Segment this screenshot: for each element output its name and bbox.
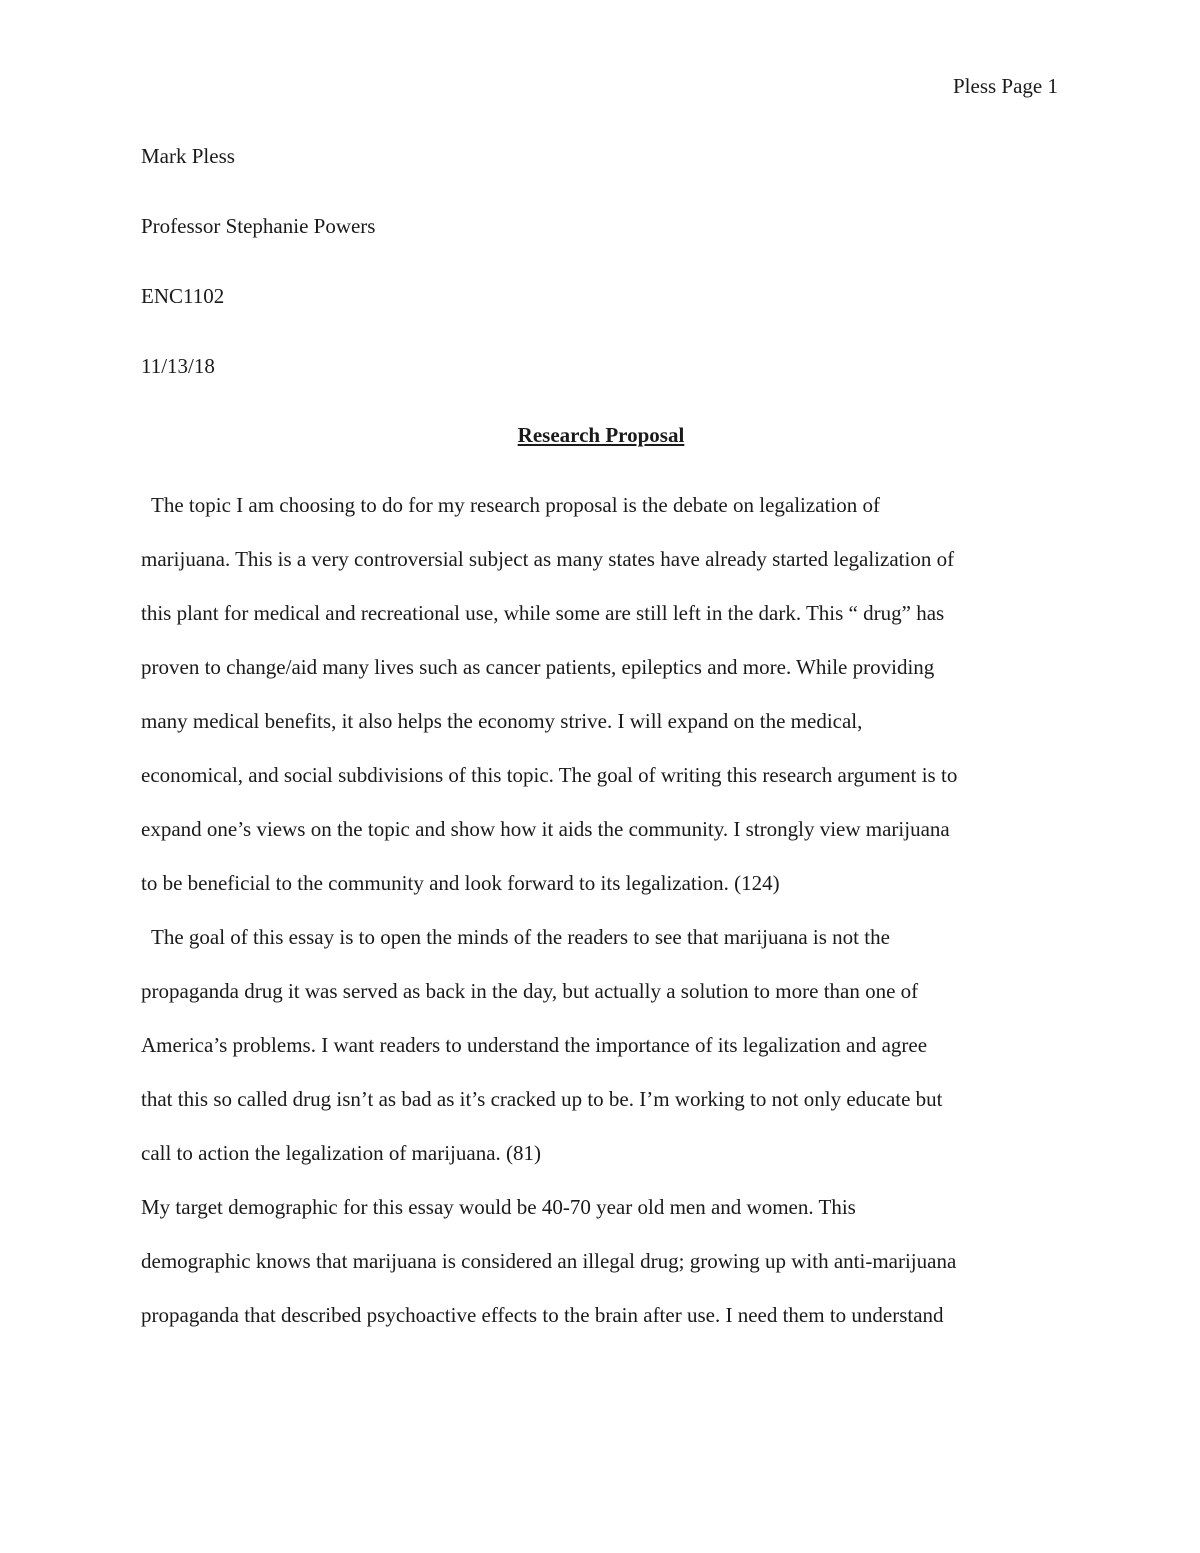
course-code: ENC1102 <box>141 284 225 308</box>
running-head: Pless Page 1 <box>953 74 1058 98</box>
document-title: Research Proposal <box>517 423 685 447</box>
heading-block <box>141 142 1061 422</box>
professor-name: Professor Stephanie Powers <box>141 214 376 238</box>
paragraph-2-line: call to action the legalization of marijuana. (81) <box>141 1141 542 1165</box>
document-body <box>141 491 1071 1355</box>
paragraph-3-line: demographic knows that marijuana is considered an illegal drug; growing up with anti-marijuana <box>141 1249 957 1273</box>
paragraph-2-line: propaganda drug it was served as back in the day, but actually a solution to more than one of <box>141 979 919 1003</box>
paragraph-1-line: marijuana. This is a very controversial subject as many states have already started legalization of <box>141 547 955 571</box>
paragraph-1-line: The topic I am choosing to do for my research proposal is the debate on legalization of <box>151 493 880 517</box>
paragraph-2-line: that this so called drug isn’t as bad as it’s cracked up to be. I’m working to not only educate but <box>141 1087 943 1111</box>
student-name: Mark Pless <box>141 144 235 168</box>
paragraph-1-line: economical, and social subdivisions of this topic. The goal of writing this research argument is to <box>141 763 958 787</box>
paragraph-1-line: many medical benefits, it also helps the economy strive. I will expand on the medical, <box>141 709 863 733</box>
paragraph-1-line: expand one’s views on the topic and show how it aids the community. I strongly view marijuana <box>141 817 950 841</box>
paragraph-2-line: America’s problems. I want readers to understand the importance of its legalization and agree <box>141 1033 928 1057</box>
paragraph-3-line: propaganda that described psychoactive effects to the brain after use. I need them to understand <box>141 1303 944 1327</box>
date: 11/13/18 <box>141 354 215 378</box>
paragraph-1-line: proven to change/aid many lives such as cancer patients, epileptics and more. While providing <box>141 655 935 679</box>
paragraph-1-line: this plant for medical and recreational use, while some are still left in the dark. This “ drug” has <box>141 601 945 625</box>
paragraph-3-line: My target demographic for this essay would be 40-70 year old men and women. This <box>141 1195 856 1219</box>
paragraph-1-line: to be beneficial to the community and look forward to its legalization. (124) <box>141 871 780 895</box>
paragraph-2-line: The goal of this essay is to open the minds of the readers to see that marijuana is not the <box>151 925 890 949</box>
